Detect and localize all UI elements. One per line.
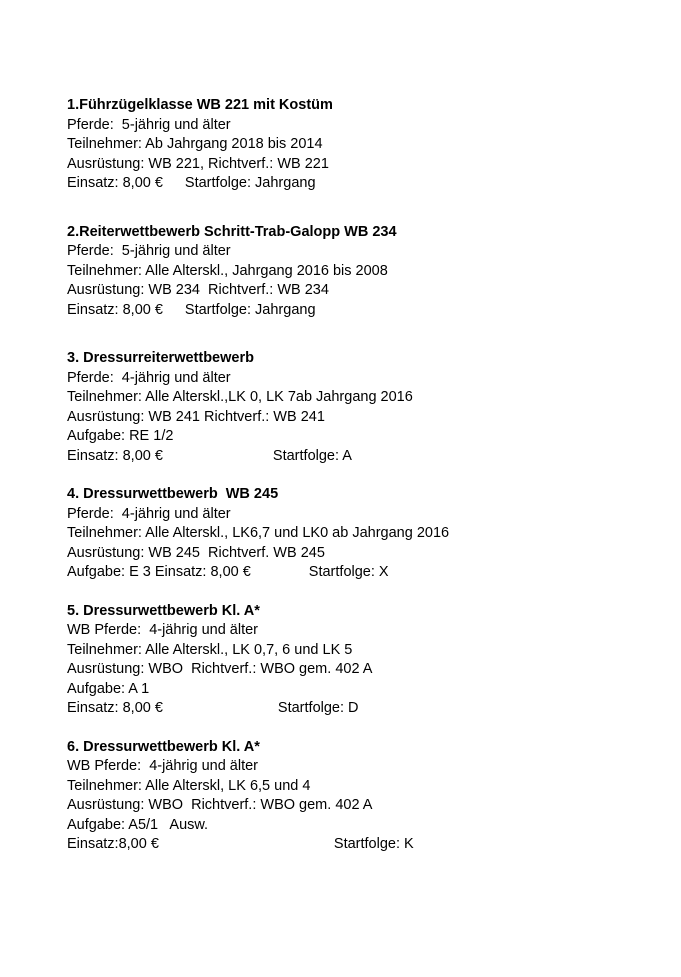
participants-line: Teilnehmer: Ab Jahrgang 2018 bis 2014 — [67, 136, 323, 152]
section-title: 6. Dressurwettbewerb Kl. A* — [67, 738, 260, 755]
task-line: Aufgabe: A5/1 Ausw. — [67, 816, 209, 833]
start-order-text: Startfolge: Jahrgang — [184, 301, 316, 318]
fee-start-line — [67, 301, 667, 321]
fee-start-line — [67, 835, 667, 855]
participants-line: Teilnehmer: Alle Alterskl.,LK 0, LK 7ab Jahrgang 2016 — [67, 389, 413, 405]
horses-line: Pferde: 5-jährig und älter — [67, 243, 231, 259]
equipment-line: Ausrüstung: WBO Richtverf.: WBO gem. 402 A — [67, 661, 373, 677]
horses-line: Pferde: 4-jährig und älter — [67, 369, 231, 386]
section-3 — [67, 349, 667, 466]
participants-line: Teilnehmer: Alle Alterskl., Jahrgang 2016 bis 2008 — [67, 262, 388, 279]
participants-line: Teilnehmer: Alle Alterskl., LK 0,7, 6 und LK 5 — [67, 641, 353, 658]
participants-line: Teilnehmer: Alle Alterskl., LK6,7 und LK0 ab Jahrgang 2016 — [67, 525, 450, 541]
task-line: Aufgabe: A 1 — [67, 680, 150, 697]
start-order-text: Startfolge: D — [277, 700, 359, 716]
section-title: 1.Führzügelklasse WB 221 mit Kostüm — [67, 97, 333, 113]
fee-text: Einsatz: 8,00 € — [67, 175, 163, 191]
fee-text: Einsatz: 8,00 € — [67, 447, 163, 464]
section-title: 2.Reiterwettbewerb Schritt-Trab-Galopp WB 234 — [67, 223, 397, 240]
start-order-text: Startfolge: K — [333, 836, 414, 852]
start-order-text: Startfolge: A — [272, 447, 352, 464]
participants-line: Teilnehmer: Alle Alterskl, LK 6,5 und 4 — [67, 777, 311, 794]
section-1 — [67, 96, 667, 194]
start-order-text: Startfolge: Jahrgang — [184, 175, 316, 191]
section-title: 3. Dressurreiterwettbewerb — [67, 350, 254, 366]
section-title: 4. Dressurwettbewerb WB 245 — [67, 486, 279, 502]
equipment-line: Ausrüstung: WB 245 Richtverf. WB 245 — [67, 544, 325, 561]
section-2 — [67, 223, 667, 321]
equipment-line: Ausrüstung: WBO Richtverf.: WBO gem. 402 A — [67, 797, 373, 813]
document-page — [67, 96, 667, 855]
equipment-line: Ausrüstung: WB 221, Richtverf.: WB 221 — [67, 155, 329, 172]
section-title: 5. Dressurwettbewerb Kl. A* — [67, 602, 260, 619]
fee-start-line — [67, 447, 667, 467]
task-line: Aufgabe: RE 1/2 — [67, 428, 174, 444]
start-order-text: Startfolge: X — [308, 564, 389, 580]
fee-start-line — [67, 174, 667, 194]
fee-start-line — [67, 699, 667, 719]
fee-text: Einsatz: 8,00 € — [67, 700, 163, 716]
horses-line: Pferde: 4-jährig und älter — [67, 505, 231, 522]
fee-start-line — [67, 563, 667, 583]
fee-text: Einsatz: 8,00 € — [67, 301, 163, 318]
section-5 — [67, 602, 667, 719]
horses-line: WB Pferde: 4-jährig und älter — [67, 622, 259, 638]
fee-text: Einsatz:8,00 € — [67, 836, 159, 852]
equipment-line: Ausrüstung: WB 234 Richtverf.: WB 234 — [67, 282, 329, 298]
horses-line: WB Pferde: 4-jährig und älter — [67, 758, 259, 774]
fee-text: Aufgabe: E 3 Einsatz: 8,00 € — [67, 564, 251, 580]
horses-line: Pferde: 5-jährig und älter — [67, 116, 231, 133]
section-6 — [67, 738, 667, 855]
section-4 — [67, 485, 667, 583]
equipment-line: Ausrüstung: WB 241 Richtverf.: WB 241 — [67, 408, 325, 425]
